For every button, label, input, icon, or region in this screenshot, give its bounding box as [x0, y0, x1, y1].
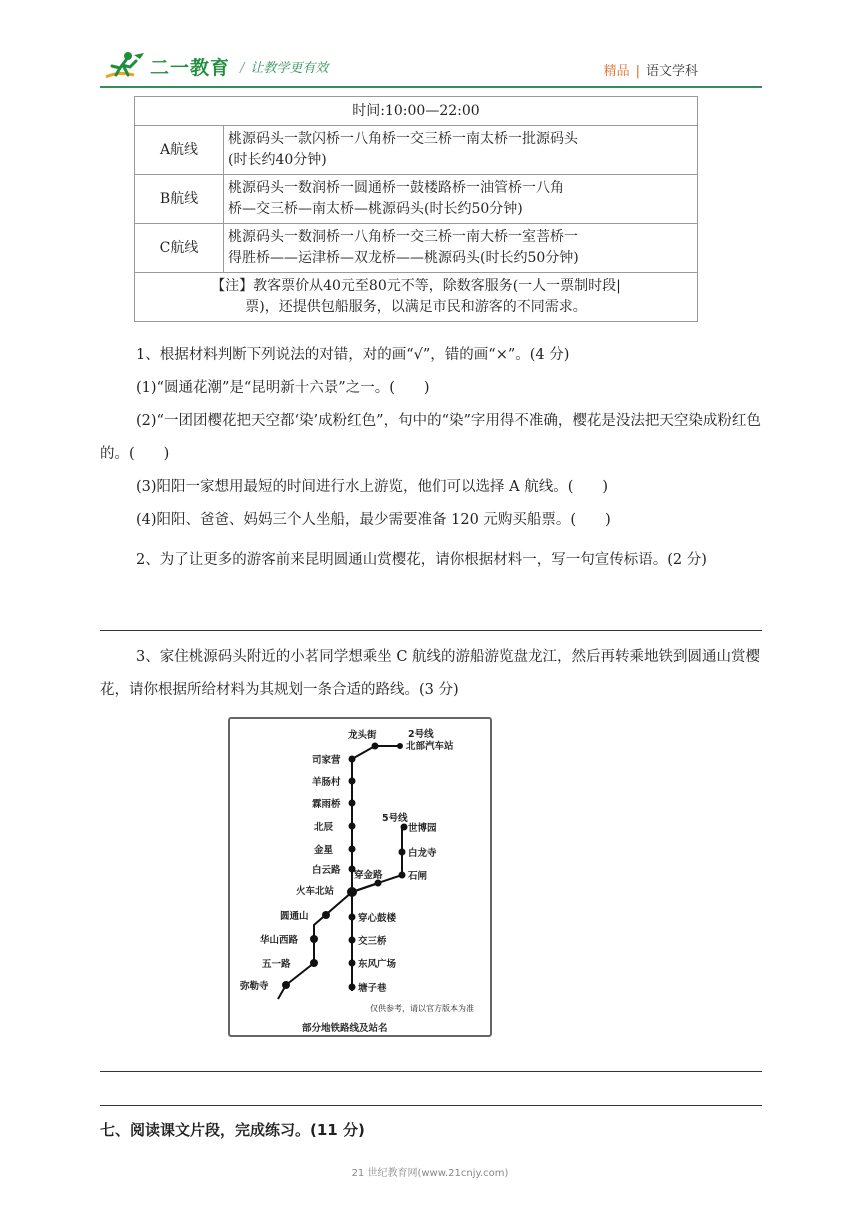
station-label: 霖雨桥	[312, 799, 341, 810]
route-detail	[224, 175, 698, 224]
table-row	[135, 126, 698, 175]
station-label: 北部汽车站	[406, 741, 454, 752]
time-cell: 时间:10:00—22:00	[135, 97, 698, 126]
station-dot	[397, 743, 403, 749]
station-label: 金星	[314, 845, 334, 856]
question-1-item-1: (1)“圆通花潮”是“昆明新十六景”之一。( )	[136, 380, 430, 396]
line-5-label: 5号线	[382, 813, 408, 824]
route-line: 桃源码头一数润桥一圆通桥一鼓楼路桥一油管桥一八角	[228, 180, 564, 196]
note-line: 【注】教客票价从40元至80元不等，除数客服务(一人一票制时段|	[211, 278, 621, 294]
brand-name: 二一教育	[150, 56, 231, 79]
metro-map	[228, 717, 492, 1037]
station-dot	[399, 872, 406, 879]
route-detail	[224, 224, 698, 273]
route-detail	[224, 126, 698, 175]
station-label: 交三桥	[358, 936, 387, 947]
cruise-route-table	[134, 96, 698, 322]
route-line: 桥—交三桥—南太桥—桃源码头(时长约50分钟)	[228, 201, 523, 217]
station-label: 世博园	[408, 823, 437, 834]
map-caption: 部分地铁路线及站名	[302, 1023, 388, 1034]
station-dot	[349, 984, 356, 991]
table-row	[135, 175, 698, 224]
map-disclaimer: 仅供参考，请以官方版本为准	[370, 1004, 474, 1013]
runner-logo-icon	[104, 51, 146, 81]
question-2: 2、为了让更多的游客前来昆明圆通山赏樱花，请你根据材料一，写一句宣传标语。(2 分)	[136, 552, 707, 568]
station-dot	[310, 959, 318, 967]
station-label: 羊肠村	[312, 777, 341, 788]
route-line: 桃源码头一数洞桥一八角桥一交三桥一南大桥一室菩桥一	[228, 229, 578, 245]
route-name: B航线	[135, 175, 224, 224]
station-dot	[349, 800, 356, 807]
answer-line	[100, 630, 762, 631]
station-label: 司家营	[312, 755, 341, 766]
metro-map-svg	[230, 719, 490, 1035]
question-1-stem: 1、根据材料判断下列说法的对错，对的画“√”，错的画“×”。(4 分)	[136, 347, 570, 363]
station-dot	[399, 849, 406, 856]
question-1-item-4: (4)阳阳、爸爸、妈妈三个人坐船，最少需要准备 120 元购买船票。( )	[136, 512, 611, 528]
note-cell	[135, 273, 698, 322]
station-label: 火车北站	[296, 886, 335, 897]
station-label: 弥勒寺	[240, 981, 269, 992]
station-dot	[349, 823, 356, 830]
transfer-station-dot	[347, 887, 357, 897]
table-row	[135, 97, 698, 126]
premium-tag: 精品	[603, 64, 630, 79]
station-dot	[282, 981, 290, 989]
answer-line	[100, 1071, 762, 1072]
station-dot	[401, 824, 408, 831]
station-label: 华山西路	[260, 935, 299, 946]
line-2-label: 2号线	[408, 729, 434, 740]
route-name: C航线	[135, 224, 224, 273]
station-label: 白云路	[312, 865, 341, 876]
station-dot	[349, 960, 356, 967]
table-row	[135, 273, 698, 322]
route-name: A航线	[135, 126, 224, 175]
station-dot	[349, 778, 356, 785]
station-label: 五一路	[262, 959, 291, 970]
station-dot	[310, 935, 318, 943]
question-1-item-3: (3)阳阳一家想用最短的时间进行水上游览，他们可以选择 A 航线。( )	[136, 479, 609, 495]
route-line: (时长约40分钟)	[228, 152, 327, 168]
station-label: 塘子巷	[358, 983, 387, 994]
station-label: 龙头街	[348, 730, 377, 741]
logo	[104, 46, 328, 86]
station-label: 北辰	[314, 822, 334, 833]
header-subject: 精品 | 语文学科	[603, 64, 698, 79]
station-dot	[349, 914, 356, 921]
subject-label: 语文学科	[645, 64, 698, 79]
question-1-item-2: (2)“一团团樱花把天空都‘染’成粉红色”，句中的“染”字用得不准确，樱花是没法把天空染成粉红色的。( )	[100, 413, 761, 462]
station-dot	[349, 846, 356, 853]
station-label: 圆通山	[280, 911, 309, 922]
slogan: / 让教学更有效	[240, 60, 329, 76]
station-label: 穿金路	[354, 870, 383, 881]
header-divider	[100, 86, 762, 88]
station-label: 东风广场	[358, 959, 397, 970]
page-header	[0, 0, 860, 90]
station-label: 穿心鼓楼	[358, 913, 397, 924]
station-dot	[349, 937, 356, 944]
note-line: 票)，还提供包船服务，以满足市民和游客的不同需求。	[245, 299, 587, 315]
section-7-heading: 七、阅读课文片段，完成练习。(11 分)	[100, 1121, 365, 1139]
route-line: 得胜桥——运津桥—双龙桥——桃源码头(时长约50分钟)	[228, 250, 579, 266]
answer-line	[100, 1105, 762, 1106]
station-label: 石闸	[408, 871, 428, 882]
page-footer: 21 世纪教育网(www.21cnjy.com)	[351, 1168, 509, 1179]
question-3: 3、家住桃源码头附近的小茗同学想乘坐 C 航线的游船游览盘龙江，然后再转乘地铁到圆通山赏樱花，请你根据所给材料为其规划一条合适的路线。(3 分)	[100, 649, 761, 698]
station-dot	[349, 756, 356, 763]
route-line: 桃源码头一款闪桥一八角桥一交三桥一南太桥一批源码头	[228, 131, 578, 147]
station-label: 白龙寺	[408, 848, 437, 859]
table-row	[135, 224, 698, 273]
station-dot	[322, 911, 330, 919]
station-dot	[372, 743, 379, 750]
slogan-text: 让教学更有效	[250, 60, 329, 76]
